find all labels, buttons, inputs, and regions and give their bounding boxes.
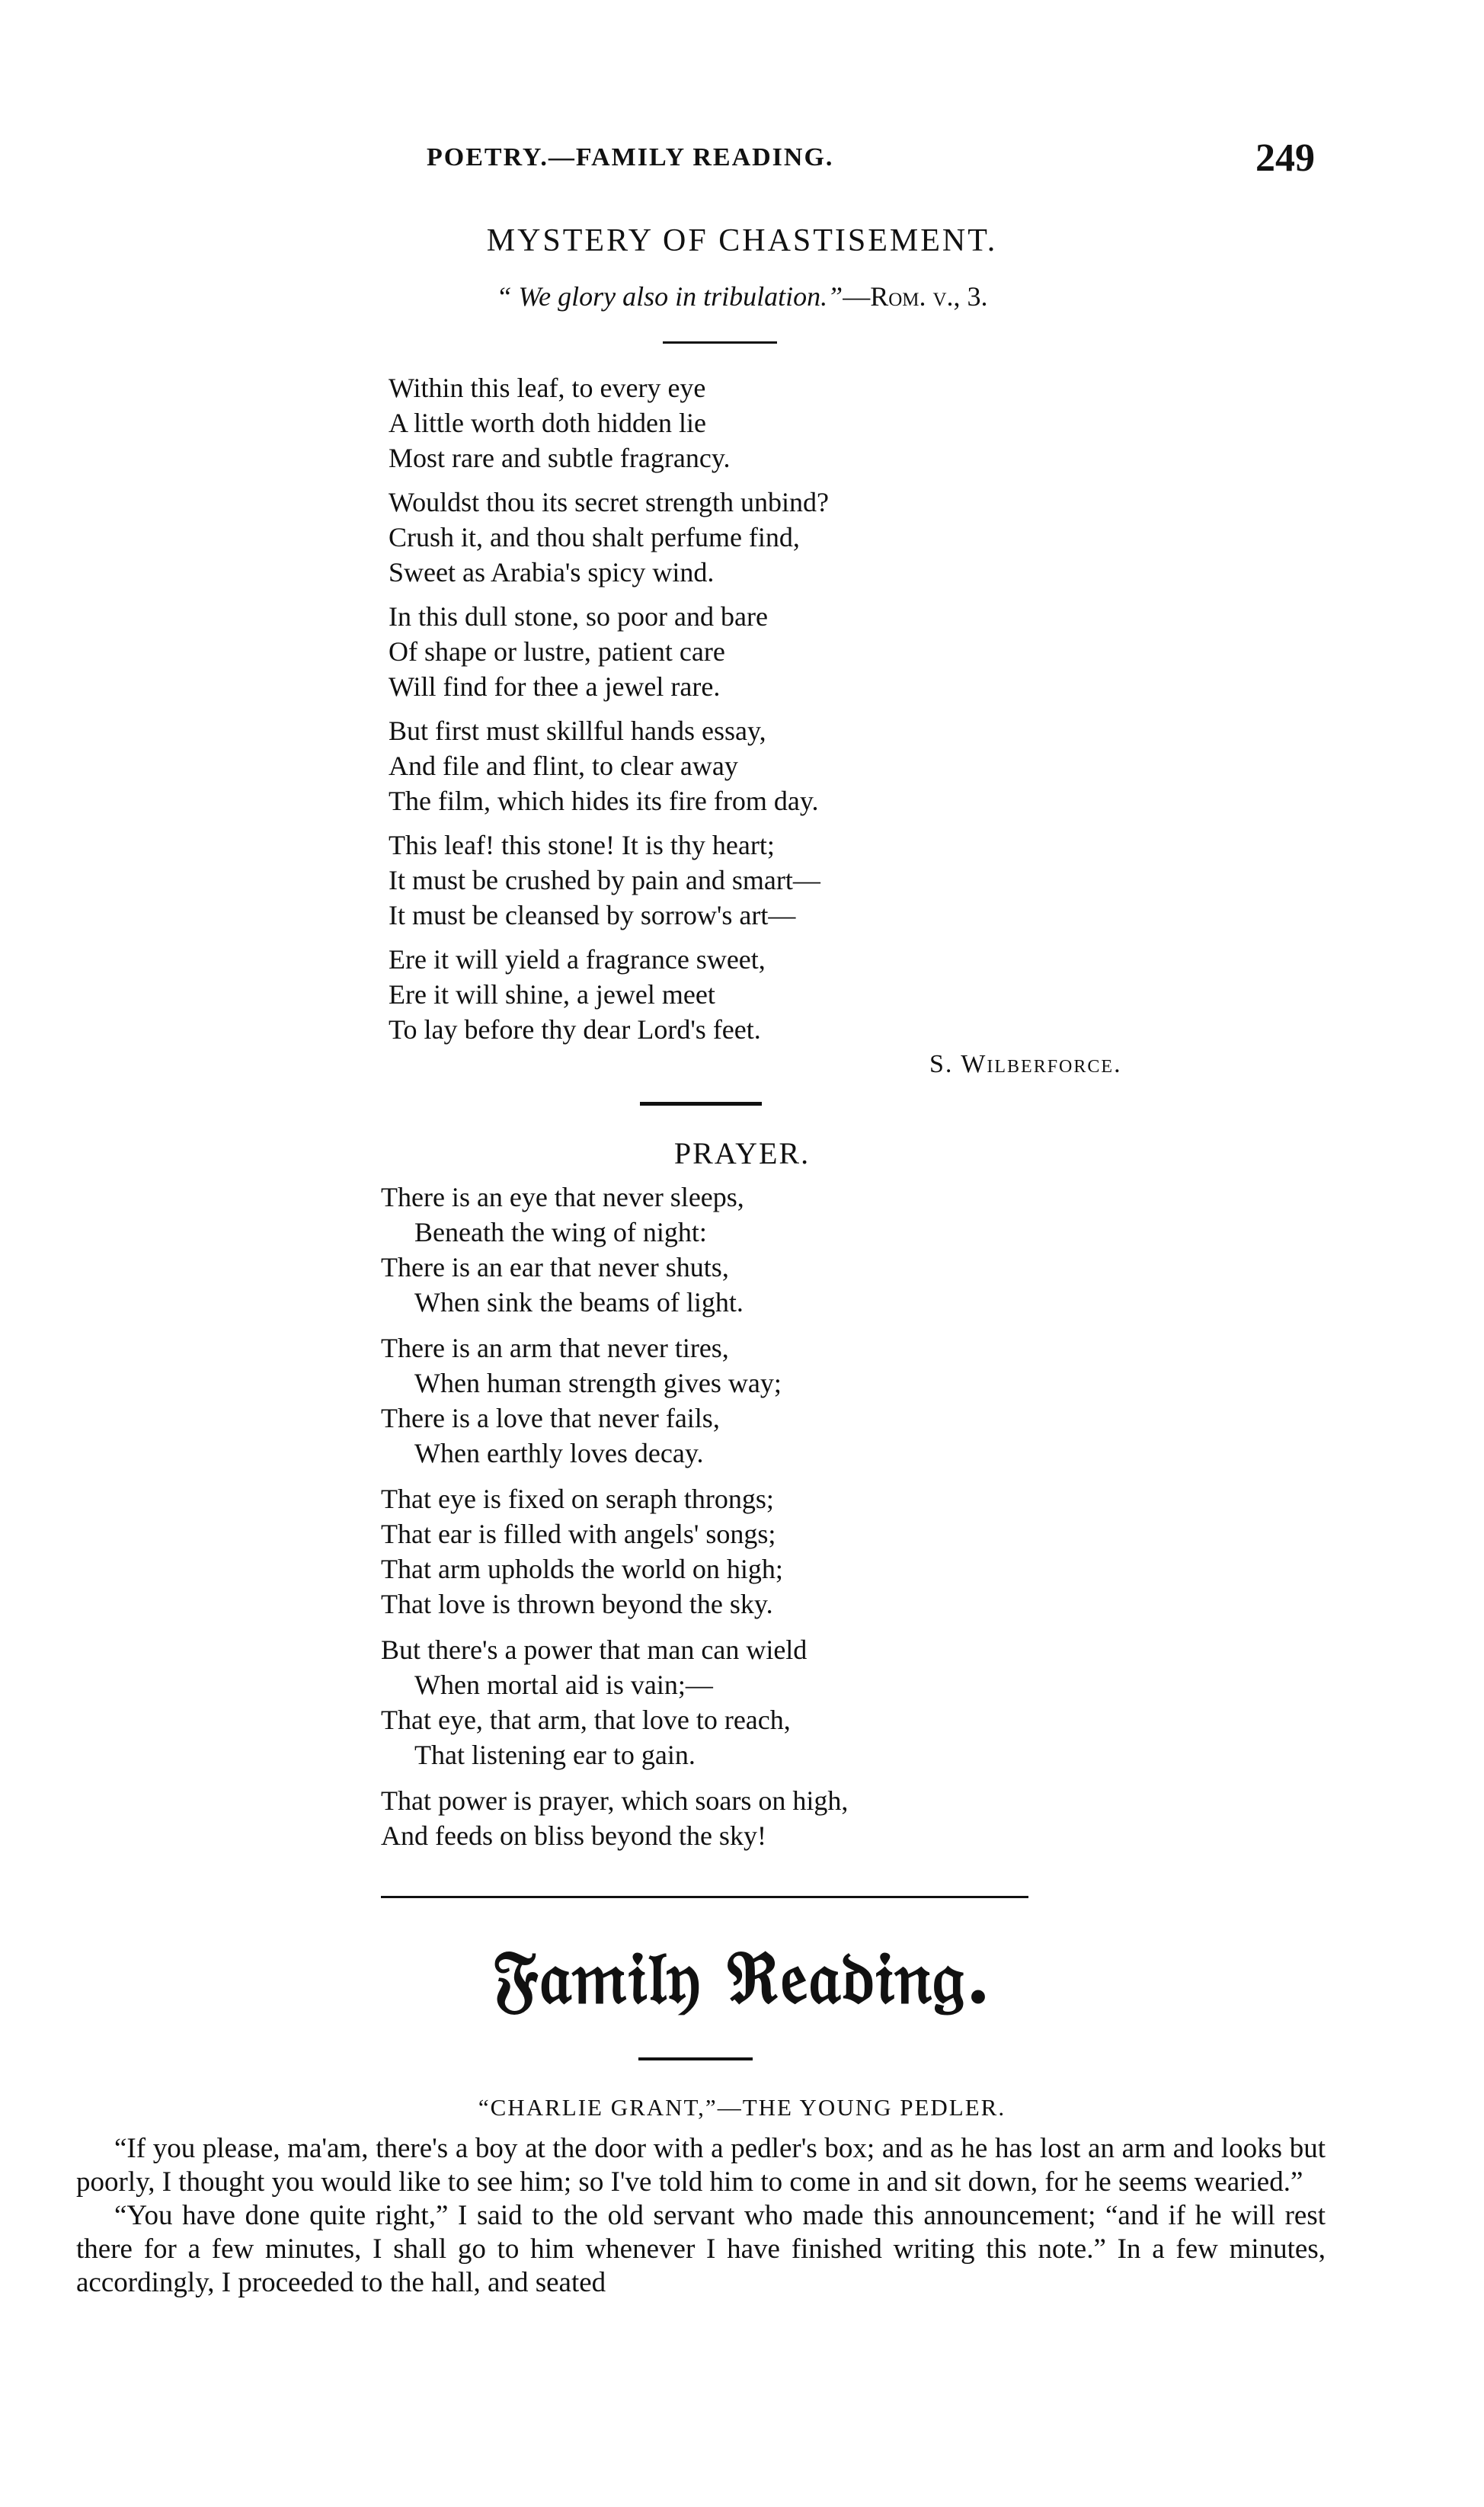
- stanza: [389, 828, 820, 933]
- section-heading: 𝔉𝔞𝔪𝔦𝔩𝔶 ℜ𝔢𝔞𝔡𝔦𝔫𝔤.: [492, 1934, 992, 2020]
- page-number: 249: [1255, 136, 1315, 180]
- verse-line: But first must skillful hands essay,: [389, 716, 766, 746]
- divider-short: [638, 2057, 753, 2060]
- verse-line: When sink the beams of light.: [414, 1287, 744, 1318]
- stanza: [381, 1481, 783, 1622]
- verse-line: There is an arm that never tires,: [381, 1333, 729, 1363]
- verse-line: Ere it will yield a fragrance sweet,: [389, 944, 766, 975]
- verse-line: Beneath the wing of night:: [414, 1217, 707, 1247]
- verse-line: Of shape or lustre, patient care: [389, 636, 725, 667]
- stanza: [381, 1330, 782, 1471]
- verse-line: There is an ear that never shuts,: [381, 1252, 729, 1282]
- stanza: [389, 942, 766, 1047]
- poem-title-chastisement: MYSTERY OF CHASTISEMENT.: [486, 223, 998, 258]
- verse-line: That ear is filled with angels' songs;: [381, 1519, 776, 1549]
- verse-line: Most rare and subtle fragrancy.: [389, 443, 731, 473]
- verse-line: That listening ear to gain.: [414, 1740, 696, 1770]
- verse-line: When human strength gives way;: [414, 1368, 782, 1398]
- epigraph-quote: “ We glory also in tribulation.”: [496, 281, 843, 312]
- verse-line: The film, which hides its fire from day.: [389, 786, 819, 816]
- verse-line: It must be crushed by pain and smart—: [389, 865, 820, 895]
- verse-line: That love is thrown beyond the sky.: [381, 1589, 773, 1619]
- author-signature: S. Wilberforce.: [929, 1050, 1122, 1078]
- verse-line: In this dull stone, so poor and bare: [389, 601, 768, 632]
- verse-line: It must be cleansed by sorrow's art—: [389, 900, 796, 930]
- verse-line: When mortal aid is vain;—: [414, 1670, 713, 1700]
- verse-line: And file and flint, to clear away: [389, 751, 738, 781]
- divider-short: [640, 1102, 762, 1106]
- verse-line: Wouldst thou its secret strength unbind?: [389, 487, 830, 517]
- verse-line: That arm upholds the world on high;: [381, 1554, 783, 1584]
- story-text: [76, 2132, 1326, 2300]
- divider-short: [663, 341, 777, 344]
- story-title: “CHARLIE GRANT,”—THE YOUNG PEDLER.: [478, 2094, 1006, 2121]
- verse-line: Will find for thee a jewel rare.: [389, 671, 721, 702]
- verse-line: Crush it, and thou shalt perfume find,: [389, 522, 800, 552]
- verse-line: That eye, that arm, that love to reach,: [381, 1705, 791, 1735]
- stanza: [381, 1783, 848, 1853]
- stanza: [389, 485, 829, 590]
- stanza: [389, 713, 819, 818]
- verse-line: There is an eye that never sleeps,: [381, 1182, 744, 1212]
- running-title: POETRY.—FAMILY READING.: [427, 143, 834, 171]
- verse-line: This leaf! this stone! It is thy heart;: [389, 830, 775, 860]
- verse-line: When earthly loves decay.: [414, 1438, 704, 1468]
- verse-line: Sweet as Arabia's spicy wind.: [389, 557, 715, 588]
- verse-line: A little worth doth hidden lie: [389, 408, 706, 438]
- verse-line: There is a love that never fails,: [381, 1403, 720, 1433]
- stanza: [389, 370, 731, 475]
- verse-line: And feeds on bliss beyond the sky!: [381, 1820, 766, 1851]
- paragraph: “If you please, ma'am, there's a boy at the door with a pedler's box; and as he has lost an arm and looks but poorly, I thought you would like to see him; so I've told him to come in and sit down, for he seems wearied.”: [76, 2133, 1326, 2198]
- verse-line: Ere it will shine, a jewel meet: [389, 979, 715, 1010]
- stanza: [381, 1632, 807, 1772]
- stanza: [381, 1180, 744, 1320]
- verse-line: That eye is fixed on seraph throngs;: [381, 1484, 774, 1514]
- verse-line: Within this leaf, to every eye: [389, 373, 706, 403]
- epigraph-reference: —Rom. v., 3.: [843, 281, 988, 312]
- verse-line: But there's a power that man can wield: [381, 1635, 808, 1665]
- divider-long: [381, 1896, 1028, 1898]
- paragraph: “You have done quite right,” I said to the old servant who made this announcement; “and if he will rest there for a few minutes, I shall go to him whenever I have finished writing this note.” In a few minutes, accordingly, I proceeded to the hall, and seated: [76, 2200, 1326, 2298]
- verse-line: That power is prayer, which soars on high,: [381, 1785, 849, 1816]
- poem-title-prayer: PRAYER.: [673, 1136, 811, 1170]
- verse-line: To lay before thy dear Lord's feet.: [389, 1014, 761, 1045]
- epigraph: [0, 280, 1484, 312]
- stanza: [389, 599, 768, 704]
